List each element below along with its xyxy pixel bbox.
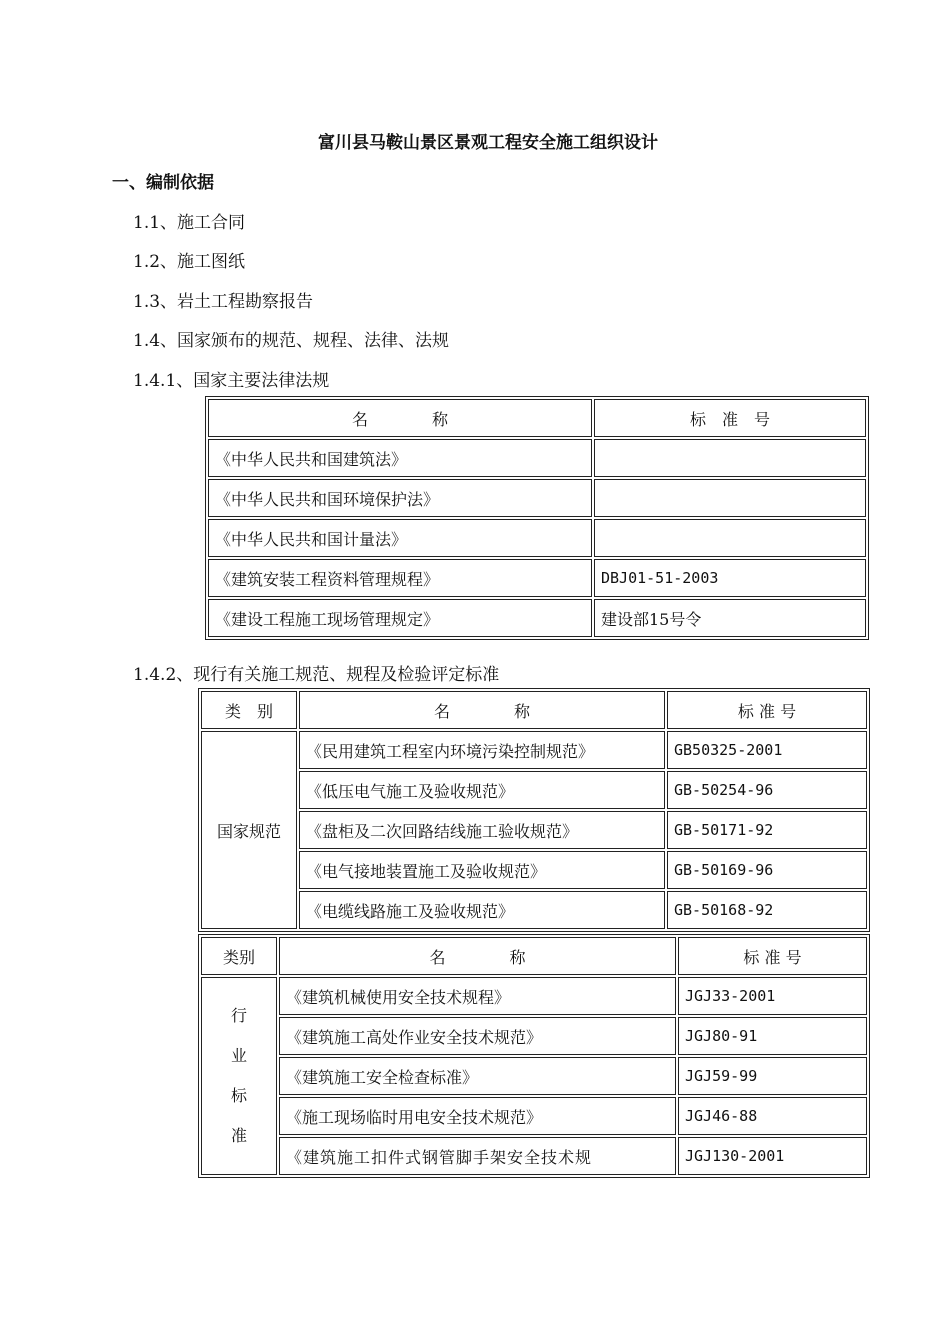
law-name: 《建设工程施工现场管理规定》 bbox=[208, 599, 592, 637]
law-name: 《中华人民共和国建筑法》 bbox=[208, 439, 592, 477]
category-cell bbox=[201, 977, 277, 1175]
section-heading: 一、编制依据 bbox=[112, 173, 214, 193]
standard-code: JGJ33-2001 bbox=[678, 977, 867, 1015]
standard-name: 《建筑施工扣件式钢管脚手架安全技术规 bbox=[279, 1137, 676, 1175]
table-row bbox=[208, 599, 866, 637]
standard-code: GB50325-2001 bbox=[667, 731, 867, 769]
table-row bbox=[201, 977, 867, 1015]
column-header: 标 准 号 bbox=[667, 691, 867, 729]
category-char: 准 bbox=[230, 1126, 247, 1145]
table-row bbox=[201, 771, 867, 809]
standard-name: 《电缆线路施工及验收规范》 bbox=[299, 891, 665, 929]
table-row bbox=[201, 1137, 867, 1175]
standard-code: JGJ80-91 bbox=[678, 1017, 867, 1055]
standard-code: GB-50254-96 bbox=[667, 771, 867, 809]
document-title: 富川县马鞍山景区景观工程安全施工组织设计 bbox=[318, 133, 658, 153]
table-row bbox=[208, 439, 866, 477]
standard-code: JGJ59-99 bbox=[678, 1057, 867, 1095]
category-char: 行 bbox=[230, 1006, 247, 1025]
standard-name: 《民用建筑工程室内环境污染控制规范》 bbox=[299, 731, 665, 769]
table-header-row bbox=[208, 399, 866, 437]
law-name: 《中华人民共和国计量法》 bbox=[208, 519, 592, 557]
law-code bbox=[594, 439, 866, 477]
category-char: 标 bbox=[230, 1086, 247, 1105]
table-row bbox=[208, 519, 866, 557]
table-row bbox=[208, 479, 866, 517]
standard-name: 《盘柜及二次回路结线施工验收规范》 bbox=[299, 811, 665, 849]
national-standards-table bbox=[198, 688, 870, 932]
column-header: 名 称 bbox=[208, 399, 592, 437]
list-item: 1.4.2、现行有关施工规范、规程及检验评定标准 bbox=[133, 665, 500, 685]
category-char: 业 bbox=[230, 1046, 247, 1065]
column-header: 类 别 bbox=[201, 691, 297, 729]
category-cell: 国家规范 bbox=[201, 731, 297, 929]
list-item: 1.4、国家颁布的规范、规程、法律、法规 bbox=[133, 331, 450, 351]
standard-code: GB-50171-92 bbox=[667, 811, 867, 849]
industry-standards-table bbox=[198, 934, 870, 1178]
column-header: 类别 bbox=[201, 937, 277, 975]
column-header: 名 称 bbox=[299, 691, 665, 729]
standard-name: 《建筑施工高处作业安全技术规范》 bbox=[279, 1017, 676, 1055]
table-row bbox=[201, 1097, 867, 1135]
standard-name: 《低压电气施工及验收规范》 bbox=[299, 771, 665, 809]
list-item: 1.2、施工图纸 bbox=[133, 252, 246, 272]
standard-name: 《建筑机械使用安全技术规程》 bbox=[279, 977, 676, 1015]
table-row bbox=[201, 851, 867, 889]
list-item: 1.1、施工合同 bbox=[133, 213, 246, 233]
law-code bbox=[594, 479, 866, 517]
column-header: 标 准 号 bbox=[594, 399, 866, 437]
table-row bbox=[201, 1017, 867, 1055]
standard-name: 《电气接地装置施工及验收规范》 bbox=[299, 851, 665, 889]
law-code bbox=[594, 519, 866, 557]
law-code: 建设部15号令 bbox=[594, 599, 866, 637]
table-header-row bbox=[201, 691, 867, 729]
column-header: 名 称 bbox=[279, 937, 676, 975]
table-header-row bbox=[201, 937, 867, 975]
list-item: 1.4.1、国家主要法律法规 bbox=[133, 371, 330, 391]
standard-code: JGJ130-2001 bbox=[678, 1137, 867, 1175]
standard-code: JGJ46-88 bbox=[678, 1097, 867, 1135]
law-name: 《中华人民共和国环境保护法》 bbox=[208, 479, 592, 517]
table-row bbox=[201, 731, 867, 769]
standard-code: GB-50168-92 bbox=[667, 891, 867, 929]
law-name: 《建筑安装工程资料管理规程》 bbox=[208, 559, 592, 597]
standard-code: GB-50169-96 bbox=[667, 851, 867, 889]
column-header: 标 准 号 bbox=[678, 937, 867, 975]
laws-table bbox=[205, 396, 869, 640]
table-row bbox=[201, 1057, 867, 1095]
list-item: 1.3、岩土工程勘察报告 bbox=[133, 292, 314, 312]
table-row bbox=[201, 811, 867, 849]
table-row bbox=[208, 559, 866, 597]
law-code: DBJ01-51-2003 bbox=[594, 559, 866, 597]
standard-name: 《施工现场临时用电安全技术规范》 bbox=[279, 1097, 676, 1135]
standard-name: 《建筑施工安全检查标准》 bbox=[279, 1057, 676, 1095]
table-row bbox=[201, 891, 867, 929]
